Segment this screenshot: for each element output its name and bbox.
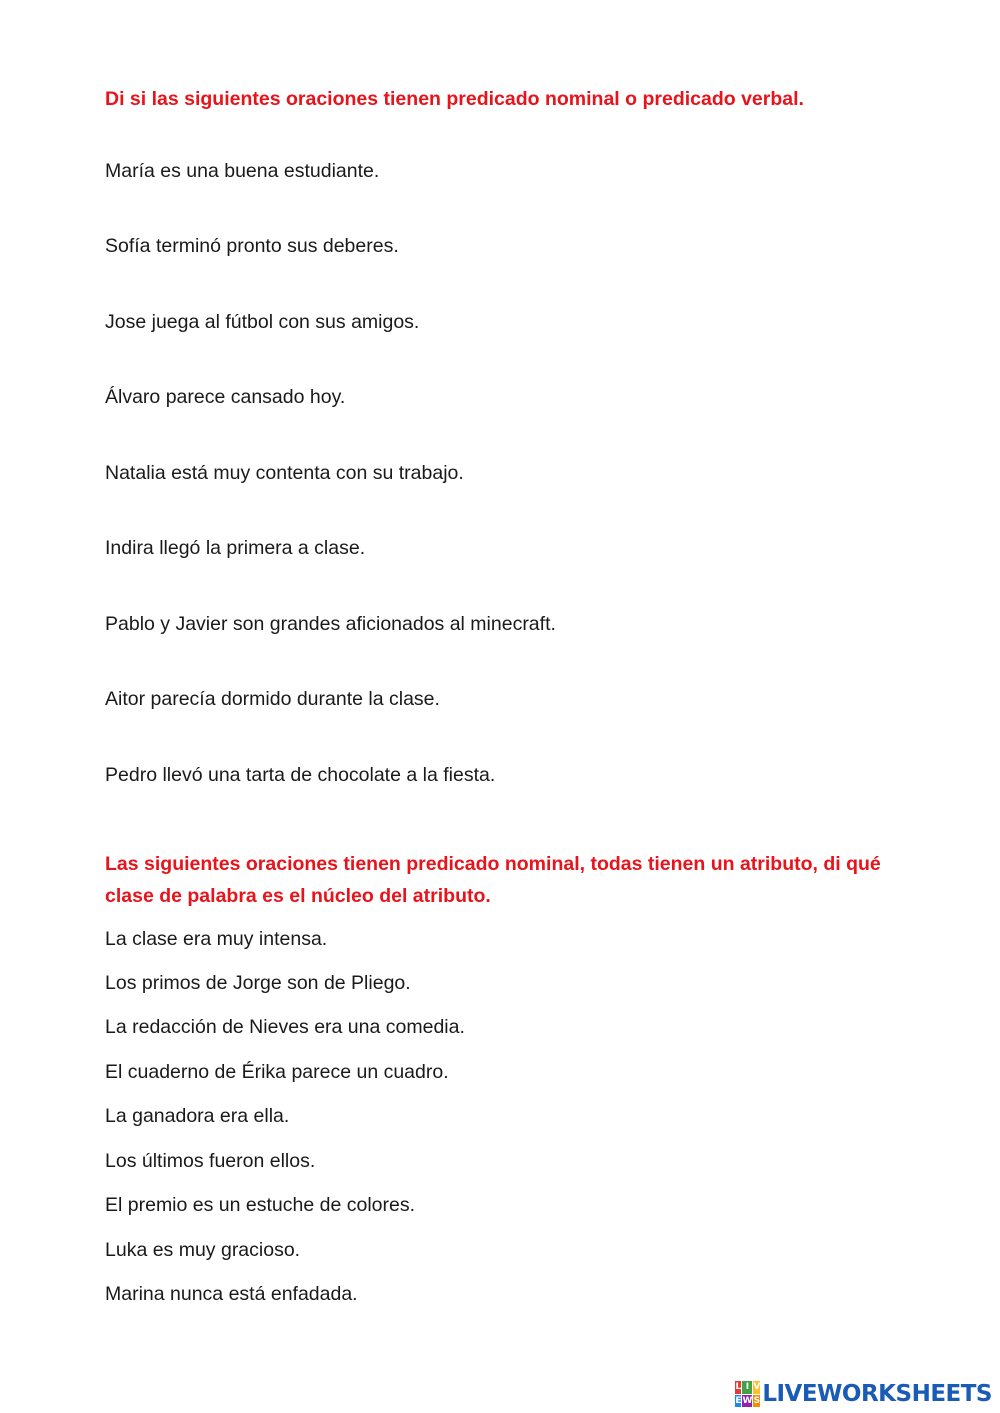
- sentence-1-4: Álvaro parece cansado hoy.: [105, 386, 346, 408]
- sentence-2-5: La ganadora era ella.: [105, 1105, 290, 1127]
- sentence-2-6: Los últimos fueron ellos.: [105, 1150, 316, 1172]
- sentence-2-1: La clase era muy intensa.: [105, 928, 328, 950]
- sentence-2-7: El premio es un estuche de colores.: [105, 1194, 416, 1216]
- logo-cell: E: [735, 1395, 742, 1406]
- sentence-2-4: El cuaderno de Érika parece un cuadro.: [105, 1061, 449, 1083]
- instruction-heading-2: Las siguientes oraciones tienen predicado nominal, todas tienen un atributo, di qué clase de palabra es el núcleo del atributo.: [105, 853, 881, 907]
- sentence-2-8: Luka es muy gracioso.: [105, 1239, 301, 1261]
- sentence-2-9: Marina nunca está enfadada.: [105, 1283, 358, 1305]
- sentence-1-9: Pedro llevó una tarta de chocolate a la fiesta.: [105, 764, 496, 786]
- logo-cell: L: [735, 1382, 742, 1393]
- liveworksheets-logo-text: LIVEWORKSHEETS: [762, 1381, 992, 1407]
- sentence-1-5: Natalia está muy contenta con su trabajo.: [105, 462, 464, 484]
- sentence-1-6: Indira llegó la primera a clase.: [105, 537, 366, 559]
- liveworksheets-watermark: [735, 1379, 992, 1409]
- sentence-1-7: Pablo y Javier son grandes aficionados al minecraft.: [105, 613, 556, 635]
- sentence-1-3: Jose juega al fútbol con sus amigos.: [105, 311, 420, 333]
- logo-cell: V: [753, 1382, 761, 1393]
- sentence-2-3: La redacción de Nieves era una comedia.: [105, 1016, 465, 1038]
- liveworksheets-logo-icon: [735, 1381, 759, 1407]
- sentence-1-2: Sofía terminó pronto sus deberes.: [105, 235, 399, 257]
- logo-cell: W: [742, 1395, 753, 1406]
- instruction-heading-1: Di si las siguientes oraciones tienen predicado nominal o predicado verbal.: [105, 88, 804, 110]
- sentence-1-1: María es una buena estudiante.: [105, 160, 380, 182]
- logo-cell: I: [742, 1381, 752, 1394]
- sentence-1-8: Aitor parecía dormido durante la clase.: [105, 688, 440, 710]
- sentence-2-2: Los primos de Jorge son de Pliego.: [105, 972, 411, 994]
- logo-cell: S: [753, 1395, 761, 1406]
